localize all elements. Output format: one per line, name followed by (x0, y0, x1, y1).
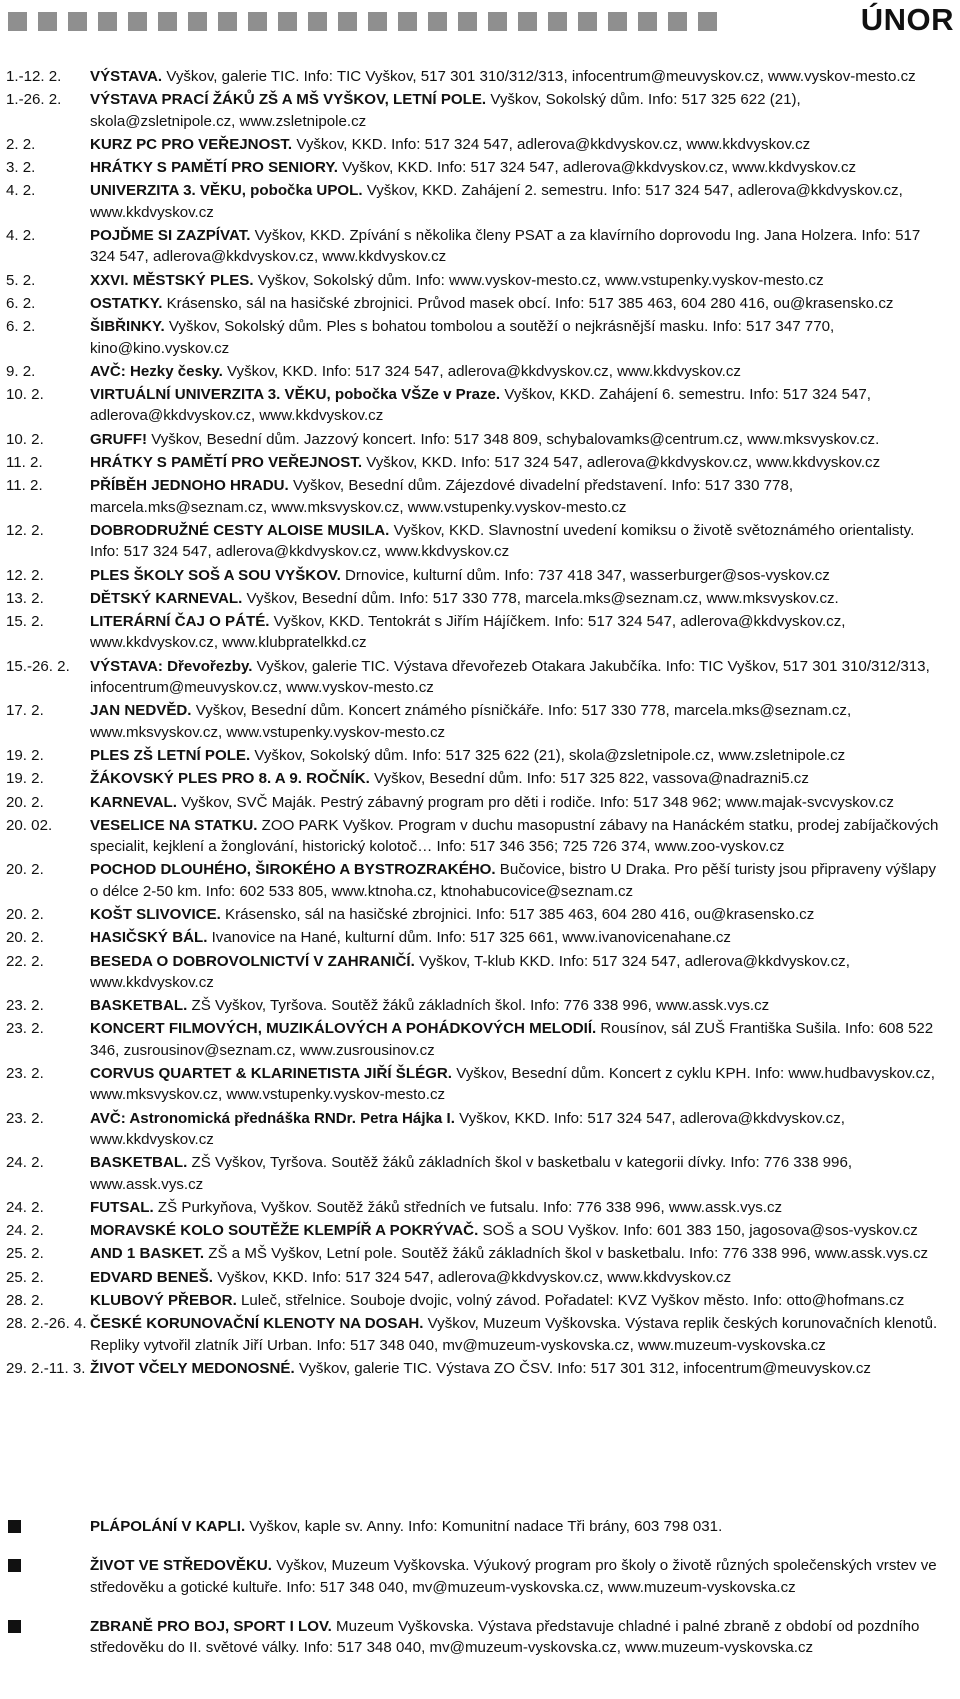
event-row (0, 1243, 960, 1264)
event-details: Vyškov, Sokolský dům. Info: www.vyskov-mesto.cz, www.vstupenky.vyskov-mesto.cz (253, 271, 824, 289)
event-details: Vyškov, KKD. Zahájení 6. semestru. Info: 517 324 547, adlerova@kkdvyskov.cz, www.kkdvyskov.cz (90, 386, 871, 425)
event-title: UNIVERZITA 3. VĚKU, pobočka UPOL. (90, 182, 363, 200)
event-date: 24. 2. (6, 1222, 44, 1240)
event-description (90, 180, 950, 223)
event-description (90, 745, 950, 766)
event-description (90, 134, 950, 155)
event-details: Drnovice, kulturní dům. Info: 737 418 347, wasserburger@sos-vyskov.cz (340, 566, 830, 584)
bullet-icon (0, 1516, 90, 1537)
event-title: JAN NEDVĚD. (90, 702, 192, 720)
event-row (0, 225, 960, 268)
event-title: LITERÁRNÍ ČAJ O PÁTÉ. (90, 613, 270, 631)
event-row (0, 656, 960, 699)
event-title: POCHOD DLOUHÉHO, ŠIROKÉHO A BYSTROZRAKÉHO. (90, 861, 496, 879)
event-row (0, 429, 960, 450)
event-details: Vyškov, KKD. Info: 517 324 547, adlerova@kkdvyskov.cz, www.kkdvyskov.cz (292, 135, 811, 153)
event-row (0, 316, 960, 359)
event-title: XXVI. MĚSTSKÝ PLES. (90, 271, 254, 289)
event-row (0, 89, 960, 132)
event-details: Vyškov, KKD. Slavnostní uvedení komiksu o životě světoznámého orientalisty. Info: 517 324 547, adlerova@kkdvyskov.cz, www.kkdvyskov.cz (90, 521, 915, 561)
event-title: ZBRANĚ PRO BOJ, SPORT I LOV. (90, 1617, 332, 1635)
event-title: BASKETBAL. (90, 997, 188, 1015)
event-date: 23. 2. (6, 1020, 44, 1038)
event-date: 10. 2. (6, 386, 44, 404)
event-title: DĚTSKÝ KARNEVAL. (90, 589, 243, 607)
event-description (90, 995, 950, 1016)
event-title: BASKETBAL. (90, 1154, 188, 1172)
square-icon (338, 12, 357, 31)
event-description (90, 927, 950, 948)
event-row (0, 180, 960, 223)
event-details: Krásensko, sál na hasičské zbrojnici. Průvod masek obcí. Info: 517 385 463, 604 280 416, ou@krasensko.cz (162, 294, 894, 312)
event-date: 13. 2. (6, 589, 44, 607)
event-row (0, 475, 960, 518)
event-row (0, 361, 960, 382)
event-row (0, 768, 960, 789)
event-row (0, 1220, 960, 1241)
bullet-icon (0, 1555, 90, 1598)
event-title: VIRTUÁLNÍ UNIVERZITA 3. VĚKU, pobočka VŠZe v Praze. (90, 386, 501, 404)
event-date: 12. 2. (6, 521, 44, 539)
square-icon (698, 12, 717, 31)
event-row (0, 270, 960, 291)
event-description (90, 1313, 950, 1356)
month-title: ÚNOR (860, 2, 954, 37)
event-title: CORVUS QUARTET & KLARINETISTA JIŘÍ ŠLÉGR. (90, 1065, 452, 1083)
event-details: Vyškov, KKD. Info: 517 324 547, adlerova@kkdvyskov.cz, www.kkdvyskov.cz (90, 1109, 845, 1148)
event-description (90, 1267, 950, 1288)
event-row (0, 134, 960, 155)
event-details: Ivanovice na Hané, kulturní dům. Info: 517 325 661, www.ivanovicenahane.cz (207, 929, 731, 947)
event-description (90, 1555, 950, 1598)
event-row (0, 384, 960, 427)
event-title: ŽÁKOVSKÝ PLES PRO 8. A 9. ROČNÍK. (90, 770, 370, 788)
event-details: Vyškov, Sokolský dům. Ples s bohatou tombolou a soutěží o nejkrásnější masku. Info: 517 347 770, kino@kino.vyskov.cz (90, 318, 835, 357)
permanent-events (0, 1516, 960, 1676)
square-icon (638, 12, 657, 31)
event-date: 20. 2. (6, 929, 44, 947)
event-date: 15. 2. (6, 613, 44, 631)
event-details: Vyškov, Besední dům. Info: 517 330 778, marcela.mks@seznam.cz, www.mksvyskov.cz. (242, 589, 839, 607)
event-description (90, 452, 950, 473)
permanent-event-row (0, 1516, 960, 1537)
event-title: HRÁTKY S PAMĚTÍ PRO SENIORY. (90, 159, 338, 177)
event-title: EDVARD BENEŠ. (90, 1268, 214, 1286)
event-row (0, 1313, 960, 1356)
event-row (0, 1108, 960, 1151)
event-date: 10. 2. (6, 430, 44, 448)
event-title: HRÁTKY S PAMĚTÍ PRO VEŘEJNOST. (90, 454, 363, 472)
event-date: 1.-12. 2. (6, 68, 62, 85)
square-icon (278, 12, 297, 31)
event-date: 24. 2. (6, 1154, 44, 1172)
event-date: 23. 2. (6, 997, 44, 1015)
event-title: POJĎME SI ZAZPÍVAT. (90, 227, 251, 245)
square-icon (188, 12, 207, 31)
event-description (90, 66, 950, 87)
event-details: ZOO PARK Vyškov. Program v duchu masopustní zábavy na Hanáckém statku, prodej zabíjačkových specialit, kejklení a žonglování, historický kolotoč… Info: 517 346 356; 725 726 374, www.zoo-vyskov.cz (90, 816, 939, 856)
event-row (0, 1152, 960, 1195)
event-date: 25. 2. (6, 1245, 44, 1263)
event-row (0, 157, 960, 178)
event-description (90, 89, 950, 132)
event-row (0, 951, 960, 994)
event-title: ŠIBŘINKY. (90, 318, 165, 336)
event-details: Muzeum Vyškovska. Výstava představuje chladné i palné zbraně z období od pozdního středověku do II. světové války. Info: 517 348 040, mv@muzeum-vyskovska.cz, www.muzeum-vyskovska.cz (90, 1617, 920, 1657)
event-details: SOŠ a SOU Vyškov. Info: 601 383 150, jagosova@sos-vyskov.cz (478, 1222, 918, 1240)
square-icon (308, 12, 327, 31)
square-icon (398, 12, 417, 31)
event-description (90, 361, 950, 382)
event-details: Vyškov, KKD. Info: 517 324 547, adlerova@kkdvyskov.cz, www.kkdvyskov.cz (362, 454, 881, 472)
event-title: PŘÍBĚH JEDNOHO HRADU. (90, 477, 289, 495)
event-description (90, 225, 950, 268)
event-date: 22. 2. (6, 952, 44, 970)
event-title: DOBRODRUŽNÉ CESTY ALOISE MUSILA. (90, 521, 390, 539)
event-row (0, 995, 960, 1016)
event-details: Vyškov, Besední dům. Info: 517 325 822, vassova@nadrazni5.cz (369, 770, 809, 788)
event-description (90, 611, 950, 654)
event-details: Vyškov, Sokolský dům. Info: 517 325 622 (21), skola@zsletnipole.cz, www.zsletnipole.cz (250, 746, 846, 764)
event-date: 29. 2.-11. 3. (6, 1359, 86, 1377)
permanent-event-row (0, 1555, 960, 1598)
event-description (90, 520, 950, 563)
square-icon (488, 12, 507, 31)
event-date: 20. 2. (6, 793, 44, 811)
event-title: VÝSTAVA: Dřevořezby. (90, 657, 253, 675)
event-description (90, 1152, 950, 1195)
event-title: PLÁPOLÁNÍ V KAPLI. (90, 1518, 246, 1535)
square-icon (668, 12, 687, 31)
event-details: ZŠ a MŠ Vyškov, Letní pole. Soutěž žáků základních škol v basketbalu. Info: 776 338 996, www.assk.vys.cz (204, 1245, 929, 1263)
event-details: Vyškov, galerie TIC. Výstava dřevořezeb Otakara Jakubčíka. Info: TIC Vyškov, 517 301 310/312/313, infocentrum@meuvyskov.cz, www.vyskov-mesto.cz (90, 657, 930, 697)
event-description (90, 1616, 950, 1659)
event-details: Rousínov, sál ZUŠ Františka Sušila. Info: 608 522 346, zusrousinov@seznam.cz, www.zusrousinov.cz (90, 1020, 934, 1059)
event-row (0, 927, 960, 948)
event-date: 9. 2. (6, 362, 36, 380)
square-icon (368, 12, 387, 31)
event-row (0, 1358, 960, 1379)
event-row (0, 859, 960, 902)
square-icon (38, 12, 57, 31)
event-description (90, 565, 950, 586)
event-title: VÝSTAVA PRACÍ ŽÁKŮ ZŠ A MŠ VYŠKOV, LETNÍ POLE. (90, 91, 487, 109)
event-title: KARNEVAL. (90, 793, 177, 811)
event-details: Vyškov, KKD. Info: 517 324 547, adlerova@kkdvyskov.cz, www.kkdvyskov.cz (213, 1268, 732, 1286)
event-details: ZŠ Vyškov, Tyršova. Soutěž žáků základních škol. Info: 776 338 996, www.assk.vys.cz (187, 997, 770, 1015)
event-details: Vyškov, kaple sv. Anny. Info: Komunitní nadace Tři brány, 603 798 031. (245, 1518, 723, 1535)
event-row (0, 611, 960, 654)
event-details: ZŠ Vyškov, Tyršova. Soutěž žáků základních škol v basketbalu v kategorii dívky. Info: 776 338 996, www.assk.vys.cz (90, 1154, 853, 1193)
event-description (90, 1358, 950, 1379)
event-title: ČESKÉ KORUNOVAČNÍ KLENOTY NA DOSAH. (90, 1315, 424, 1333)
event-title: ŽIVOT VČELY MEDONOSNÉ. (90, 1359, 295, 1377)
event-row (0, 293, 960, 314)
event-date: 19. 2. (6, 746, 44, 764)
event-title: BESEDA O DOBROVOLNICTVÍ V ZAHRANIČÍ. (90, 952, 415, 970)
event-title: KLUBOVÝ PŘEBOR. (90, 1292, 237, 1310)
square-icon (428, 12, 447, 31)
square-icon (8, 12, 27, 31)
event-date: 11. 2. (6, 454, 43, 472)
event-title: PLES ZŠ LETNÍ POLE. (90, 746, 251, 764)
event-date: 5. 2. (6, 271, 36, 289)
square-icon (248, 12, 267, 31)
permanent-event-row (0, 1616, 960, 1659)
event-date: 3. 2. (6, 159, 36, 177)
event-date: 25. 2. (6, 1268, 44, 1286)
event-date: 20. 02. (6, 816, 53, 834)
event-details: Vyškov, KKD. Zahájení 2. semestru. Info: 517 324 547, adlerova@kkdvyskov.cz, www.kkdvyskov.cz (90, 182, 903, 221)
event-row (0, 815, 960, 858)
event-row (0, 1063, 960, 1106)
event-description (90, 815, 950, 858)
event-description (90, 429, 950, 450)
event-title: AND 1 BASKET. (90, 1245, 205, 1263)
event-list (0, 66, 960, 1381)
event-details: Vyškov, Muzeum Vyškovska. Výukový program pro školy o životě různých společenských vrstev ve středověku a gotické kultuře. Info: 517 348 040, mv@muzeum-vyskovska.cz, www.muzeum-vyskovska.cz (90, 1557, 937, 1596)
event-details: Vyškov, KKD. Info: 517 324 547, adlerova@kkdvyskov.cz, www.kkdvyskov.cz (222, 362, 741, 380)
event-description (90, 656, 950, 699)
event-details: Vyškov, Sokolský dům. Info: 517 325 622 (21), skola@zsletnipole.cz, www.zsletnipole.cz (90, 91, 801, 130)
square-icon (548, 12, 567, 31)
square-icon (518, 12, 537, 31)
event-description (90, 1243, 950, 1264)
event-row (0, 745, 960, 766)
square-icon (578, 12, 597, 31)
event-details: Vyškov, KKD. Tentokrát s Jiřím Hájíčkem. Info: 517 324 547, adlerova@kkdvyskov.cz, www.kkdvyskov.cz, www.klubpratelkkd.cz (90, 613, 846, 652)
square-icon (458, 12, 477, 31)
event-date: 28. 2.-26. 4. (6, 1315, 87, 1333)
event-description (90, 768, 950, 789)
event-date: 23. 2. (6, 1109, 44, 1127)
event-title: ŽIVOT VE STŘEDOVĚKU. (90, 1557, 272, 1575)
event-details: Vyškov, Besední dům. Koncert z cyklu KPH. Info: www.hudbavyskov.cz, www.mksvyskov.cz, www.vstupenky.vyskov-mesto.cz (90, 1065, 935, 1104)
event-date: 6. 2. (6, 318, 36, 336)
event-row (0, 66, 960, 87)
event-date: 23. 2. (6, 1065, 44, 1083)
event-date: 1.-26. 2. (6, 91, 62, 109)
square-icon (218, 12, 237, 31)
event-description (90, 1197, 950, 1218)
event-date: 20. 2. (6, 905, 44, 923)
month-header (0, 0, 960, 48)
event-title: AVČ: Astronomická přednáška RNDr. Petra Hájka I. (90, 1109, 455, 1127)
square-icon (98, 12, 117, 31)
event-date: 2. 2. (6, 135, 36, 153)
event-title: HASIČSKÝ BÁL. (90, 929, 208, 947)
event-details: ZŠ Purkyňova, Vyškov. Soutěž žáků středních ve futsalu. Info: 776 338 996, www.assk.vys.cz (153, 1198, 783, 1216)
event-row (0, 1197, 960, 1218)
event-row (0, 520, 960, 563)
event-date: 4. 2. (6, 182, 36, 200)
event-description (90, 1018, 950, 1061)
event-row (0, 588, 960, 609)
event-description (90, 588, 950, 609)
event-row (0, 904, 960, 925)
square-icon (128, 12, 147, 31)
event-description (90, 792, 950, 813)
event-description (90, 384, 950, 427)
event-row (0, 565, 960, 586)
event-description (90, 270, 950, 291)
square-icon (68, 12, 87, 31)
event-details: Vyškov, Besední dům. Jazzový koncert. Info: 517 348 809, schybalovamks@centrum.cz, www.mksvyskov.cz. (147, 430, 880, 448)
event-row (0, 1290, 960, 1311)
event-details: Vyškov, Besední dům. Koncert známého písničkáře. Info: 517 330 778, marcela.mks@seznam.cz, www.mksvyskov.cz, www.vstupenky.vyskov-mesto.cz (90, 702, 852, 741)
event-title: FUTSAL. (90, 1198, 154, 1216)
event-details: Vyškov, SVČ Maják. Pestrý zábavný program pro děti i rodiče. Info: 517 348 962; www.majak-svcvyskov.cz (176, 793, 894, 811)
event-description (90, 157, 950, 178)
event-title: VESELICE NA STATKU. (90, 816, 258, 834)
event-date: 12. 2. (6, 566, 44, 584)
event-details: Vyškov, KKD. Zpívání s několika členy PSAT a za klavírního doprovodu Ing. Jana Holzera. Info: 517 324 547, adlerova@kkdvyskov.cz, www.kkdvyskov.cz (90, 227, 921, 266)
event-description (90, 475, 950, 518)
event-title: KOŠT SLIVOVICE. (90, 905, 221, 923)
event-details: Vyškov, galerie TIC. Výstava ZO ČSV. Info: 517 301 312, infocentrum@meuvyskov.cz (294, 1359, 871, 1377)
decorative-squares (8, 12, 717, 31)
event-row (0, 452, 960, 473)
event-details: Bučovice, bistro U Draka. Pro pěší turisty jsou připraveny výšlapy o délce 2-50 km. Info: 602 533 805, www.ktnoha.cz, ktnohabucovice@seznam.cz (90, 861, 936, 900)
event-description (90, 904, 950, 925)
event-date: 24. 2. (6, 1198, 44, 1216)
event-date: 17. 2. (6, 702, 44, 720)
event-description (90, 316, 950, 359)
event-description (90, 951, 950, 994)
event-title: OSTATKY. (90, 294, 163, 312)
event-description (90, 293, 950, 314)
bullet-icon (0, 1616, 90, 1659)
event-date: 19. 2. (6, 770, 44, 788)
event-date: 20. 2. (6, 861, 44, 879)
event-details: Vyškov, Besední dům. Zájezdové divadelní představení. Info: 517 330 778, marcela.mks@seznam.cz, www.mksvyskov.cz, www.vstupenky.vyskov-mesto.cz (90, 477, 794, 516)
event-details: Krásensko, sál na hasičské zbrojnici. Info: 517 385 463, 604 280 416, ou@krasensko.cz (220, 905, 815, 923)
event-title: KURZ PC PRO VEŘEJNOST. (90, 135, 293, 153)
event-details: Vyškov, T-klub KKD. Info: 517 324 547, adlerova@kkdvyskov.cz, www.kkdvyskov.cz (90, 952, 850, 991)
event-description (90, 1063, 950, 1106)
event-date: 6. 2. (6, 294, 36, 312)
square-icon (158, 12, 177, 31)
event-details: Vyškov, galerie TIC. Info: TIC Vyškov, 517 301 310/312/313, infocentrum@meuvyskov.cz, www.vyskov-mesto.cz (162, 68, 916, 85)
event-title: AVČ: Hezky česky. (90, 362, 223, 380)
event-details: Vyškov, KKD. Info: 517 324 547, adlerova@kkdvyskov.cz, www.kkdvyskov.cz (337, 159, 857, 177)
event-title: KONCERT FILMOVÝCH, MUZIKÁLOVÝCH A POHÁDKOVÝCH MELODIÍ. (90, 1020, 597, 1038)
event-description (90, 1220, 950, 1241)
event-description (90, 1516, 950, 1537)
event-description (90, 859, 950, 902)
event-date: 4. 2. (6, 227, 36, 245)
event-title: GRUFF! (90, 430, 148, 448)
event-date: 11. 2. (6, 477, 43, 495)
square-icon (608, 12, 627, 31)
event-description (90, 700, 950, 743)
event-date: 28. 2. (6, 1292, 44, 1310)
event-date: 15.-26. 2. (6, 657, 70, 675)
event-title: PLES ŠKOLY SOŠ A SOU VYŠKOV. (90, 566, 341, 584)
event-row (0, 1267, 960, 1288)
event-title: MORAVSKÉ KOLO SOUTĚŽE KLEMPÍŘ A POKRÝVAČ. (90, 1222, 479, 1240)
event-row (0, 700, 960, 743)
event-description (90, 1290, 950, 1311)
event-row (0, 792, 960, 813)
event-details: Vyškov, Muzeum Vyškovska. Výstava replik českých korunovačních klenotů. Repliky vytvořil zlatník Jiří Urban. Info: 517 348 040, mv@muzeum-vyskovska.cz, www.muzeum-vyskovska.cz (90, 1315, 938, 1354)
event-row (0, 1018, 960, 1061)
event-details: Luleč, střelnice. Souboje dvojic, volný závod. Pořadatel: KVZ Vyškov město. Info: otto@hofmans.cz (236, 1292, 905, 1310)
event-title: VÝSTAVA. (90, 68, 163, 85)
event-description (90, 1108, 950, 1151)
